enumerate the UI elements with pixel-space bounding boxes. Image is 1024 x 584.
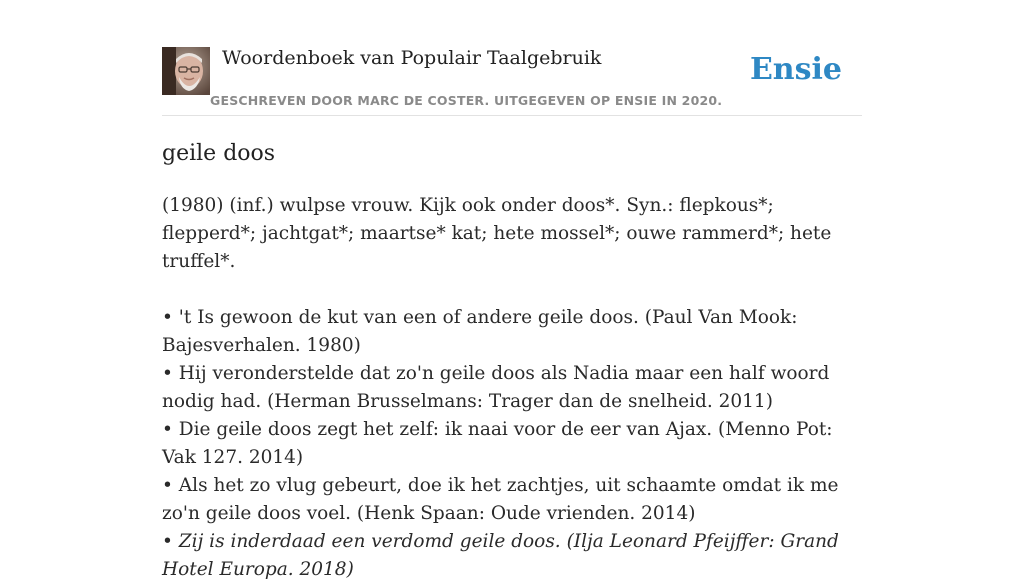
dictionary-header — [162, 46, 862, 116]
author-avatar-photo-icon — [162, 47, 210, 95]
ensie-logo[interactable]: Ensie — [749, 52, 842, 87]
book-title[interactable]: Woordenboek van Populair Taalgebruik — [222, 47, 602, 69]
citation-quote-partial: • Zij is inderdaad een verdomd geile doos. (Ilja Leonard Pfeijffer: Grand Hotel Europa. 2018) — [162, 531, 839, 580]
entry-definition: (1980) (inf.) wulpse vrouw. Kijk ook onder doos*. Syn.: flepkous*; flepperd*; jachtgat*; maartse* kat; hete mossel*; ouwe rammerd*; hete truffel*. — [162, 195, 832, 272]
citation-quote: • 't Is gewoon de kut van een of andere geile doos. (Paul Van Mook: Bajesverhalen. 1980) — [162, 307, 798, 356]
citation-quote: • Die geile doos zegt het zelf: ik naai voor de eer van Ajax. (Menno Pot: Vak 127. 2014) — [162, 419, 833, 468]
entry-body — [162, 192, 864, 584]
author-byline: GESCHREVEN DOOR MARC DE COSTER. UITGEGEVEN OP ENSIE IN 2020. — [210, 93, 723, 108]
entry-title: geile doos — [162, 141, 276, 166]
author-avatar[interactable] — [162, 47, 210, 95]
citation-quote: • Hij veronderstelde dat zo'n geile doos als Nadia maar een half woord nodig had. (Herman Brusselmans: Trager dan de snelheid. 2011) — [162, 363, 830, 412]
citation-quote: • Als het zo vlug gebeurt, doe ik het zachtjes, uit schaamte omdat ik me zo'n geile doos voel. (Henk Spaan: Oude vrienden. 2014) — [162, 475, 839, 524]
